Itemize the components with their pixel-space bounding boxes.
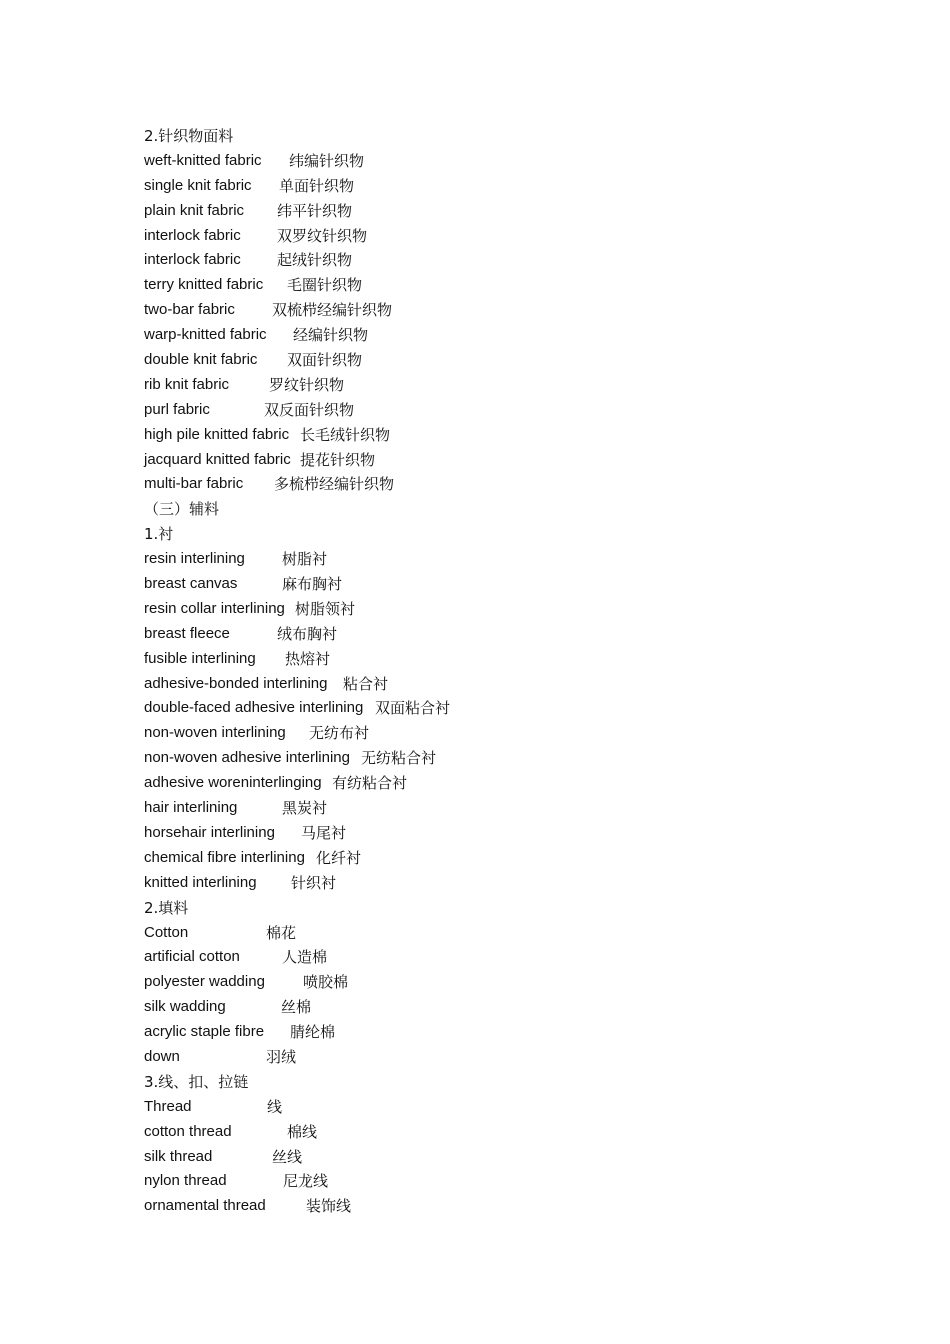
chinese-term: 马尾衬 [301,823,347,842]
glossary-entry [144,921,844,946]
chinese-term: 双面粘合衬 [375,699,451,718]
glossary-entry [144,423,844,448]
glossary-entry [144,1045,844,1070]
english-term: fusible interlining [144,649,256,667]
english-term: purl fabric [144,400,210,418]
chinese-term: 丝棉 [281,998,312,1017]
glossary-entry [144,995,844,1020]
glossary-entry [144,945,844,970]
chinese-term: 粘合衬 [343,674,389,693]
section-heading-text: （三）辅料 [144,500,220,519]
chinese-term: 针织衬 [291,873,337,892]
chinese-term: 丝线 [272,1147,303,1166]
glossary-entry [144,273,844,298]
chinese-term: 人造棉 [282,948,328,967]
english-term: acrylic staple fibre [144,1023,265,1041]
section-heading [144,124,844,149]
chinese-term: 羽绒 [266,1047,297,1066]
chinese-term: 绒布胸衬 [277,624,338,643]
english-term: non-woven adhesive interlining [144,749,350,767]
glossary-entry [144,199,844,224]
chinese-term: 双面针织物 [287,351,363,370]
chinese-term: 化纤衬 [316,848,362,867]
glossary-entry [144,1194,844,1219]
english-term: interlock fabric [144,251,241,269]
english-term: terry knitted fabric [144,276,264,294]
english-term: breast fleece [144,624,230,642]
glossary-entry [144,323,844,348]
english-term: two-bar fabric [144,301,235,319]
glossary-entry [144,796,844,821]
english-term: warp-knitted fabric [144,326,267,344]
chinese-term: 棉线 [287,1122,318,1141]
chinese-term: 纬平针织物 [277,201,353,220]
chinese-term: 罗纹针织物 [269,375,345,394]
chinese-term: 腈纶棉 [290,1023,336,1042]
chinese-term: 多梳栉经编针织物 [274,475,395,494]
english-term: Cotton [144,923,189,941]
glossary-entry [144,149,844,174]
english-term: Thread [144,1097,192,1115]
glossary-entry [144,846,844,871]
glossary-entry [144,472,844,497]
english-term: down [144,1047,180,1065]
chinese-term: 树脂衬 [282,550,328,569]
chinese-term: 起绒针织物 [277,251,353,270]
glossary-entry [144,547,844,572]
document-body [144,124,844,1219]
english-term: plain knit fabric [144,201,245,219]
glossary-entry [144,174,844,199]
chinese-term: 双梳栉经编针织物 [272,301,393,320]
glossary-entry [144,672,844,697]
english-term: artificial cotton [144,948,240,966]
english-term: nylon thread [144,1172,227,1190]
english-term: resin collar interlining [144,599,285,617]
chinese-term: 毛圈针织物 [287,276,363,295]
english-term: double knit fabric [144,351,258,369]
english-term: hair interlining [144,799,238,817]
glossary-entry [144,1145,844,1170]
chinese-term: 经编针织物 [293,326,369,345]
section-heading-text: 1.衬 [144,525,174,544]
glossary-entry [144,248,844,273]
glossary-entry [144,1020,844,1045]
english-term: breast canvas [144,575,238,593]
glossary-entry [144,448,844,473]
chinese-term: 线 [267,1097,283,1116]
english-term: double-faced adhesive interlining [144,699,364,717]
chinese-term: 无纺粘合衬 [361,749,437,768]
chinese-term: 树脂领衬 [295,599,356,618]
chinese-term: 尼龙线 [283,1172,329,1191]
section-heading [144,497,844,522]
chinese-term: 黑炭衬 [282,799,328,818]
chinese-term: 纬编针织物 [289,151,365,170]
english-term: adhesive-bonded interlining [144,674,328,692]
glossary-entry [144,871,844,896]
glossary-entry [144,746,844,771]
section-heading-text: 2.针织物面料 [144,127,234,145]
english-term: silk thread [144,1147,213,1165]
glossary-entry [144,1120,844,1145]
section-heading [144,522,844,547]
english-term: horsehair interlining [144,823,275,841]
glossary-entry [144,298,844,323]
section-heading [144,896,844,921]
chinese-term: 双反面针织物 [264,400,355,419]
glossary-entry [144,821,844,846]
section-heading-text: 3.线、扣、拉链 [144,1072,249,1091]
english-term: interlock fabric [144,226,241,244]
chinese-term: 装饰线 [306,1197,352,1216]
chinese-term: 长毛绒针织物 [300,425,391,444]
chinese-term: 棉花 [266,923,297,942]
glossary-entry [144,970,844,995]
chinese-term: 热熔衬 [285,649,331,668]
glossary-entry [144,696,844,721]
english-term: resin interlining [144,550,245,568]
english-term: weft-knitted fabric [144,151,262,169]
glossary-entry [144,622,844,647]
chinese-term: 有纺粘合衬 [332,774,408,793]
glossary-entry [144,224,844,249]
chinese-term: 无纺布衬 [309,724,370,743]
english-term: single knit fabric [144,176,252,194]
chinese-term: 提花针织物 [300,450,376,469]
english-term: non-woven interlining [144,724,286,742]
glossary-entry [144,348,844,373]
english-term: high pile knitted fabric [144,425,290,443]
english-term: jacquard knitted fabric [144,450,291,468]
glossary-entry [144,1169,844,1194]
glossary-entry [144,1095,844,1120]
english-term: chemical fibre interlining [144,848,305,866]
english-term: knitted interlining [144,873,257,891]
glossary-entry [144,647,844,672]
glossary-entry [144,373,844,398]
english-term: silk wadding [144,998,226,1016]
chinese-term: 喷胶棉 [303,973,349,992]
english-term: multi-bar fabric [144,475,244,493]
glossary-entry [144,398,844,423]
chinese-term: 双罗纹针织物 [277,226,368,245]
glossary-entry [144,597,844,622]
english-term: rib knit fabric [144,375,230,393]
chinese-term: 麻布胸衬 [282,575,343,594]
glossary-entry [144,721,844,746]
english-term: adhesive woreninterlinging [144,774,322,792]
english-term: polyester wadding [144,973,265,991]
section-heading-text: 2.填料 [144,898,189,917]
glossary-entry [144,771,844,796]
chinese-term: 单面针织物 [279,176,355,195]
english-term: ornamental thread [144,1197,266,1215]
english-term: cotton thread [144,1122,232,1140]
section-heading [144,1070,844,1095]
glossary-entry [144,572,844,597]
